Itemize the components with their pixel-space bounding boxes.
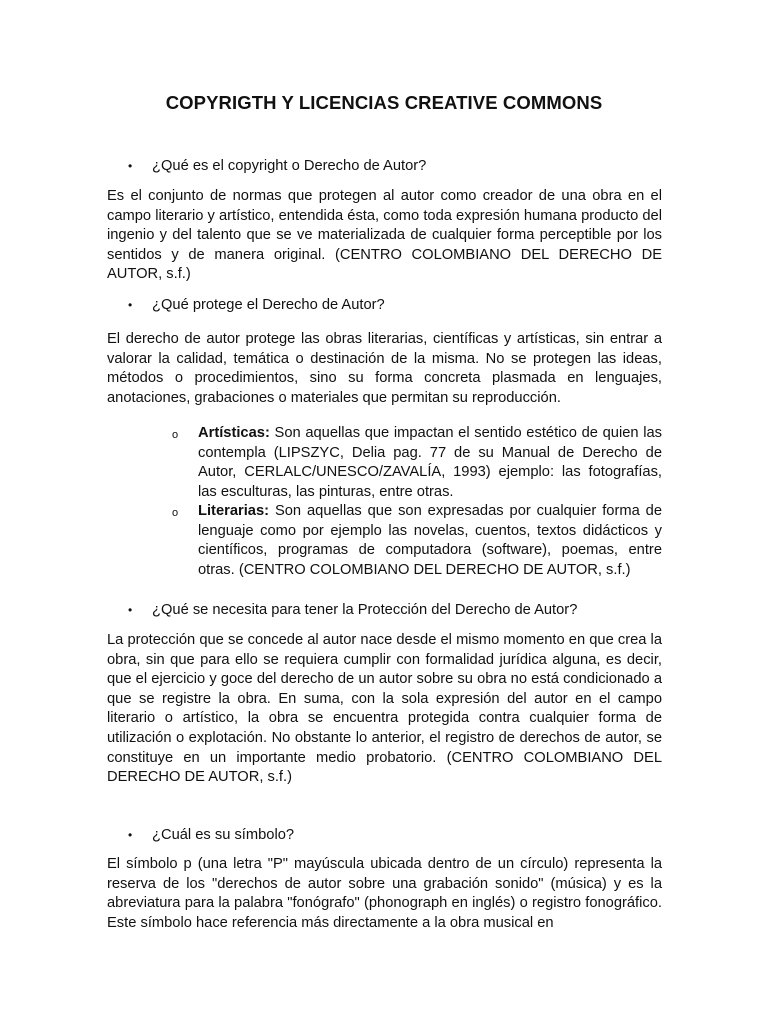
bullet-icon: •	[128, 603, 133, 617]
answer-paragraph: El derecho de autor protege las obras literarias, científicas y artísticas, sin entrar a valorar la calidad, temática o destinación de la misma. No se protegen las ideas, métodos o procedimientos, sino su forma concreta plasmada en lenguajes, anotaciones, grabaciones o materiales que permitan su reproducción.	[107, 331, 662, 406]
page-title: COPYRIGTH Y LICENCIAS CREATIVE COMMONS	[165, 92, 603, 113]
subitem-literarias	[172, 502, 662, 580]
subitem-term: Literarias:	[198, 503, 270, 519]
bullet-icon: •	[128, 298, 133, 312]
subitem-text: Son aquellas que son expresadas por cualquier forma de lenguaje como por ejemplo las novelas, cuentos, textos didácticos y científicos, programas de computadora (software), poemas, entre otras. (CENTRO COLOMBIANO DEL DERECHO DE AUTOR, s.f.)	[198, 503, 662, 578]
question-text: ¿Qué es el copyright o Derecho de Autor?	[152, 158, 427, 174]
subitem-text: Son aquellas que impactan el sentido estético de quien las contempla (LIPSZYC, Delia pag. 77 de su Manual de Derecho de Autor, CERLALC/UNESCO/ZAVALÍA, 1993) ejemplo: las fotografías, las esculturas, las pinturas, entre otras.	[198, 425, 662, 500]
circle-bullet-icon: o	[172, 429, 179, 441]
question-symbol	[128, 825, 294, 845]
question-what-is-copyright	[128, 156, 426, 176]
question-what-protects	[128, 295, 385, 315]
question-what-needed	[128, 600, 577, 620]
subitem-artisticas	[172, 424, 662, 502]
answer-paragraph: El símbolo p (una letra "P" mayúscula ubicada dentro de un círculo) representa la reserva de los "derechos de autor sobre una grabación sonido" (música) y es la abreviatura para la palabra "fonógrafo" (phonograph en inglés) o registro fonográfico. Este símbolo hace referencia más directamente a la obra musical en	[107, 856, 662, 931]
question-text: ¿Qué se necesita para tener la Protección del Derecho de Autor?	[152, 602, 578, 618]
bullet-icon: •	[128, 828, 133, 842]
circle-bullet-icon: o	[172, 507, 179, 519]
question-text: ¿Qué protege el Derecho de Autor?	[152, 297, 385, 313]
answer-paragraph: Es el conjunto de normas que protegen al autor como creador de una obra en el campo literario y artístico, entendida ésta, como toda expresión humana producto del ingenio y del talento que se ve materializada de cualquier forma perceptible por los sentidos y de manera original. (CENTRO COLOMBIANO DEL DERECHO DE AUTOR, s.f.)	[107, 188, 662, 283]
subitem-term: Artísticas:	[198, 425, 270, 441]
bullet-icon: •	[128, 159, 133, 173]
answer-paragraph: La protección que se concede al autor nace desde el mismo momento en que crea la obra, sin que para ello se requiera cumplir con formalidad jurídica alguna, es decir, que el ejercicio y goce del derecho de un autor sobre su obra no está condicionado a que se registre la obra. En suma, con la sola expresión del autor en el campo literario o artístico, la obra se encuentra protegida contra cualquier forma de utilización o explotación. No obstante lo anterior, el registro de derechos de autor, se constituye en un importante medio probatorio. (CENTRO COLOMBIANO DEL DERECHO DE AUTOR, s.f.)	[107, 632, 662, 786]
question-text: ¿Cuál es su símbolo?	[152, 827, 295, 843]
